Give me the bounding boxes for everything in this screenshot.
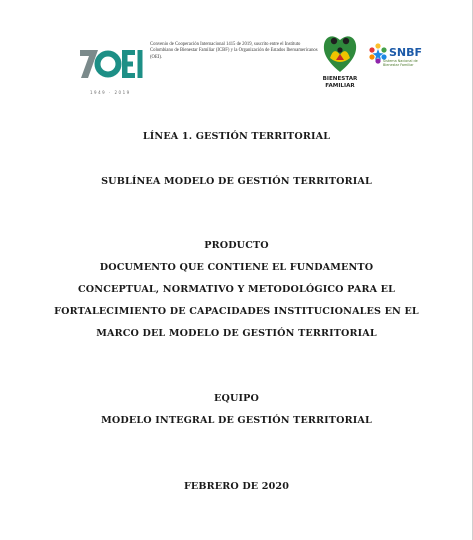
oei-years: 1949 · 2019 (90, 90, 131, 95)
product-line-3: FORTALECIMIENTO DE CAPACIDADES INSTITUCIONALES EN EL (54, 306, 419, 317)
bienestar-name-line1: BIENESTAR (322, 76, 358, 82)
snbf-subtitle: Sistema Nacional de Bienestar Familiar (383, 59, 418, 68)
product-line-4: MARCO DEL MODELO DE GESTIÓN TERRITORIAL (96, 328, 377, 339)
agreement-text: Convenio de Cooperación Internacional 1415 de 2019, suscrito entre el Instituto Colombiano de Bienestar Familiar (ICBF) y la Organización de Estados Iberoamericanos (OEI). (150, 42, 318, 60)
header-logos (78, 28, 424, 100)
bienestar-familiar-name (318, 76, 362, 89)
bienestar-name-line2: FAMILIAR (325, 82, 355, 89)
oei-logo (78, 42, 144, 82)
team-label: EQUIPO (214, 393, 259, 404)
bienestar-familiar-logo (322, 28, 358, 74)
product-label: PRODUCTO (204, 240, 269, 251)
product-line-2: CONCEPTUAL, NORMATIVO Y METODOLÓGICO PARA EL (77, 284, 396, 295)
subline-title: SUBLÍNEA MODELO DE GESTIÓN TERRITORIAL (101, 176, 372, 187)
product-line-1: DOCUMENTO QUE CONTIENE EL FUNDAMENTO (99, 262, 374, 273)
snbf-name: SNBF (389, 46, 423, 59)
line-title: LÍNEA 1. GESTIÓN TERRITORIAL (142, 131, 331, 142)
team-name: MODELO INTEGRAL DE GESTIÓN TERRITORIAL (101, 415, 372, 426)
document-date: FEBRERO DE 2020 (183, 481, 290, 492)
